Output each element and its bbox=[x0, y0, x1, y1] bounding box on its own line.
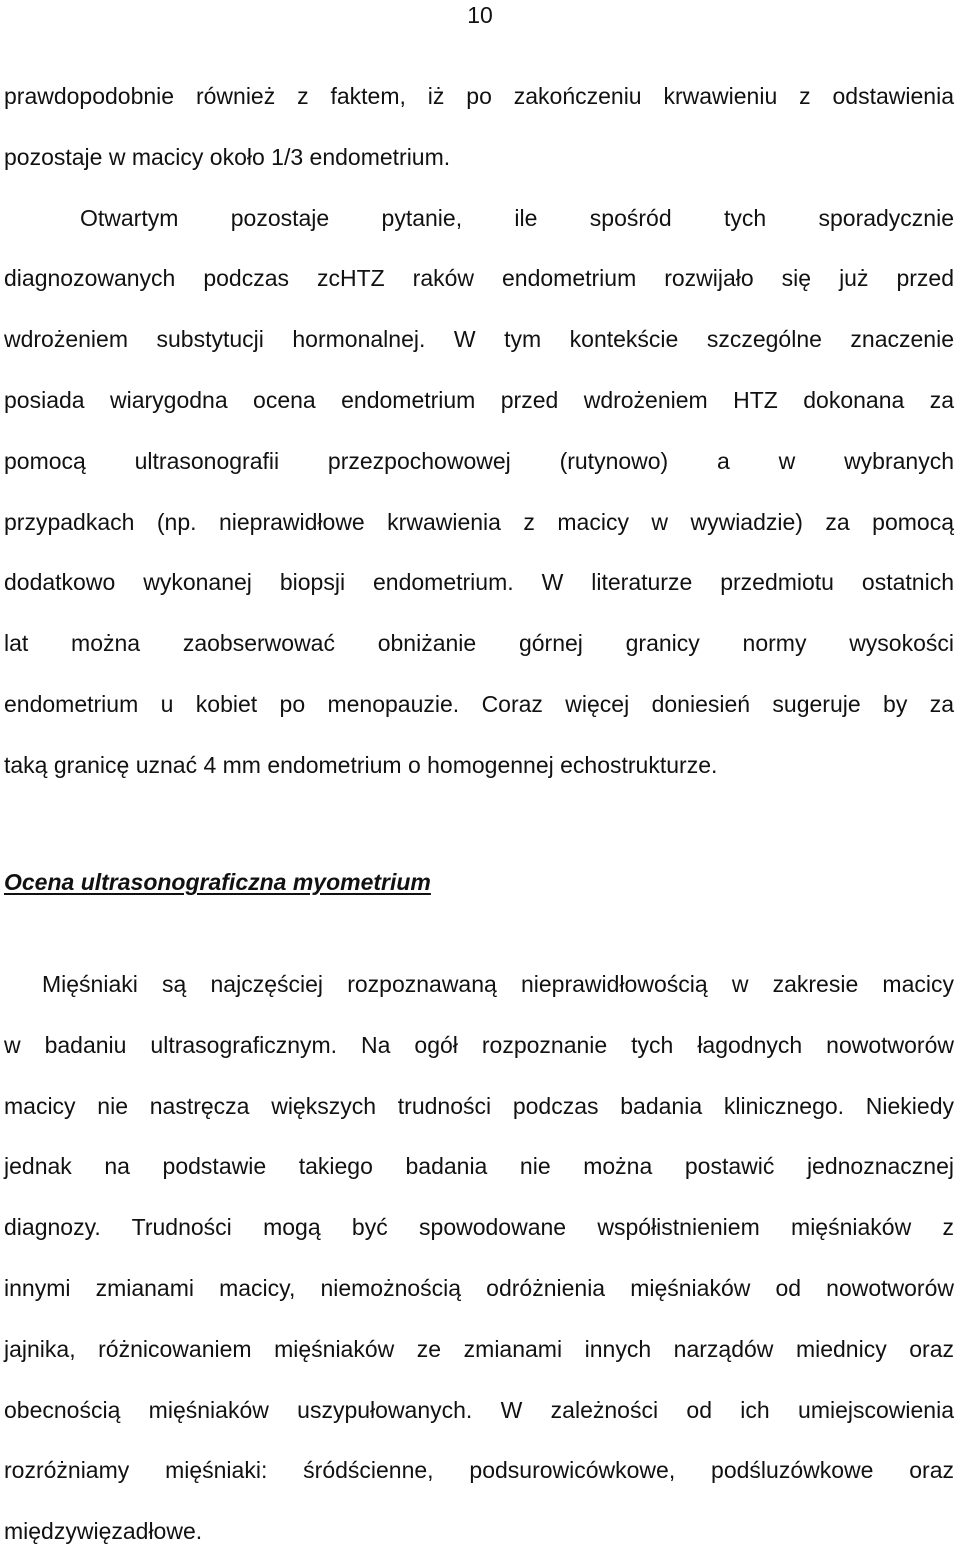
text-line: prawdopodobnie również z faktem, iż po zakończeniu krwawieniu z odstawienia bbox=[4, 83, 954, 109]
body-paragraph bbox=[4, 66, 954, 796]
text-line: pomocą ultrasonografii przezpochowowej (rutynowo) a w wybranych bbox=[4, 447, 954, 474]
text-line: jajnika, różnicowaniem mięśniaków ze zmianami innych narządów miednicy oraz bbox=[4, 1335, 954, 1362]
body-paragraph bbox=[4, 954, 954, 1562]
section-heading: Ocena ultrasonograficzna myometrium bbox=[4, 869, 431, 895]
text-line: pozostaje w macicy około 1/3 endometrium. bbox=[4, 143, 451, 170]
text-line: diagnozowanych podczas zcHTZ raków endometrium rozwijało się już przed bbox=[4, 265, 954, 292]
text-line: przypadkach (np. nieprawidłowe krwawienia z macicy w wywiadzie) za pomocą bbox=[4, 508, 954, 535]
text-line: w badaniu ultrasograficznym. Na ogół rozpoznanie tych łagodnych nowotworów bbox=[4, 1031, 954, 1058]
text-line: endometrium u kobiet po menopauzie. Coraz więcej doniesień sugeruje by za bbox=[4, 690, 954, 717]
text-line: lat można zaobserwować obniżanie górnej granicy normy wysokości bbox=[4, 630, 954, 657]
text-line: Otwartym pozostaje pytanie, ile spośród tych sporadycznie bbox=[80, 204, 954, 231]
text-line: Mięśniaki są najczęściej rozpoznawaną nieprawidłowością w zakresie macicy bbox=[42, 971, 954, 997]
text-line: rozróżniamy mięśniaki: śródścienne, podsurowicówkowe, podśluzówkowe oraz bbox=[4, 1457, 954, 1484]
text-line: taką granicę uznać 4 mm endometrium o homogennej echostrukturze. bbox=[4, 751, 718, 778]
page-number: 10 bbox=[467, 2, 493, 28]
text-line: macicy nie nastręcza większych trudności podczas badania klinicznego. Niekiedy bbox=[4, 1092, 954, 1119]
text-line: diagnozy. Trudności mogą być spowodowane współistnieniem mięśniaków z bbox=[4, 1214, 954, 1241]
text-line: innymi zmianami macicy, niemożnością odróżnienia mięśniaków od nowotworów bbox=[4, 1274, 954, 1301]
text-line: jednak na podstawie takiego badania nie można postawić jednoznacznej bbox=[4, 1153, 954, 1180]
text-line: międzywięzadłowe. bbox=[4, 1518, 203, 1545]
text-line: dodatkowo wykonanej biopsji endometrium. W literaturze przedmiotu ostatnich bbox=[4, 569, 954, 596]
text-line: posiada wiarygodna ocena endometrium przed wdrożeniem HTZ dokonana za bbox=[4, 386, 954, 413]
text-line: obecnością mięśniaków uszypułowanych. W zależności od ich umiejscowienia bbox=[4, 1396, 954, 1423]
text-line: wdrożeniem substytucji hormonalnej. W tym kontekście szczególne znaczenie bbox=[4, 326, 954, 353]
